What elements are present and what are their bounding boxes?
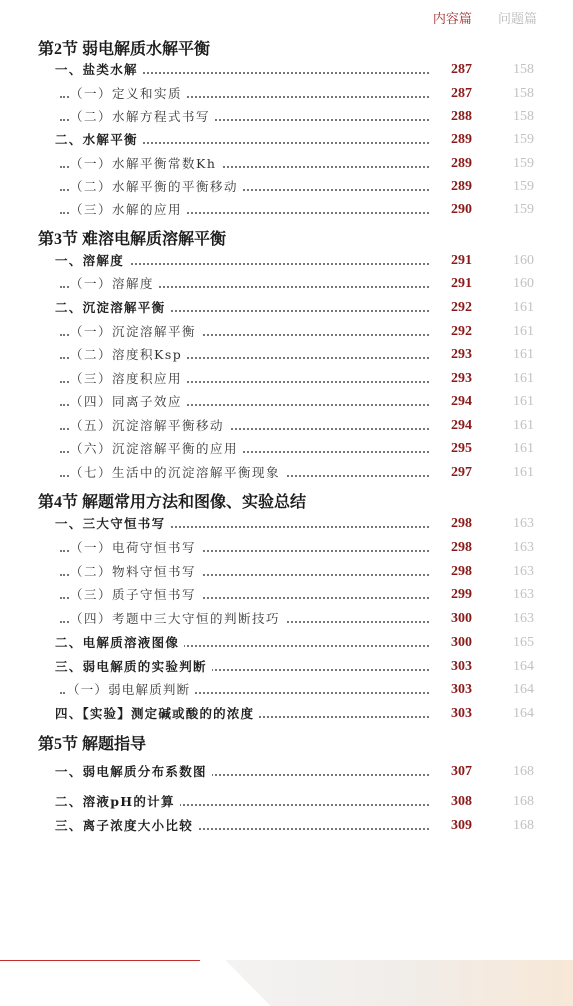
content-page-number: 303 bbox=[451, 659, 472, 674]
toc-entry[interactable] bbox=[0, 584, 573, 606]
toc-entry[interactable] bbox=[0, 250, 573, 272]
toc-entry[interactable] bbox=[0, 703, 573, 725]
toc-entry[interactable] bbox=[0, 656, 573, 678]
entry-title: （四）同离子效应 bbox=[70, 391, 187, 413]
entry-title: （七）生活中的沉淀溶解平衡现象 bbox=[70, 462, 285, 484]
section-title: 第2节 弱电解质水解平衡 bbox=[38, 41, 211, 58]
entry-title: （三）水解的应用 bbox=[70, 199, 187, 221]
entry-title: 一、盐类水解 bbox=[55, 59, 143, 81]
entry-title: （二）溶度积Ksp bbox=[70, 344, 187, 366]
question-page-number: 161 bbox=[513, 465, 534, 480]
toc-entry[interactable] bbox=[0, 273, 573, 295]
question-page-number: 163 bbox=[513, 540, 534, 555]
entry-title: 一、三大守恒书写 bbox=[55, 513, 170, 535]
question-page-number: 161 bbox=[513, 324, 534, 339]
question-page-number: 159 bbox=[513, 202, 534, 217]
entry-title: 二、沉淀溶解平衡 bbox=[55, 297, 170, 319]
content-page-number: 298 bbox=[451, 564, 472, 579]
footer-band bbox=[195, 960, 573, 1006]
question-page-number: 163 bbox=[513, 611, 534, 626]
toc-entry[interactable] bbox=[0, 438, 573, 460]
question-page-number: 163 bbox=[513, 516, 534, 531]
toc-entry[interactable] bbox=[0, 199, 573, 221]
entry-title: 二、水解平衡 bbox=[55, 129, 143, 151]
question-page-number: 161 bbox=[513, 371, 534, 386]
entry-title: （一）定义和实质 bbox=[70, 83, 187, 105]
entry-title: （一）水解平衡常数Kh bbox=[70, 153, 221, 175]
entry-title: （六）沉淀溶解平衡的应用 bbox=[70, 438, 243, 460]
question-page-number: 159 bbox=[513, 156, 534, 171]
question-page-number: 158 bbox=[513, 62, 534, 77]
entry-title: （一）电荷守恒书写 bbox=[70, 537, 201, 559]
content-page-number: 293 bbox=[451, 371, 472, 386]
question-page-number: 163 bbox=[513, 564, 534, 579]
entry-title: （四）考题中三大守恒的判断技巧 bbox=[70, 608, 285, 630]
entry-title: （五）沉淀溶解平衡移动 bbox=[70, 415, 229, 437]
toc-entry[interactable] bbox=[0, 415, 573, 437]
entry-title: （三）溶度积应用 bbox=[70, 368, 187, 390]
content-page-number: 287 bbox=[451, 62, 472, 77]
toc-entry[interactable] bbox=[0, 321, 573, 343]
entry-title: 一、弱电解质分布系数图 bbox=[55, 761, 212, 783]
toc-entry[interactable] bbox=[0, 632, 573, 654]
question-tab: 问题篇 bbox=[497, 12, 537, 27]
content-page-number: 291 bbox=[451, 253, 472, 268]
content-page-number: 299 bbox=[451, 587, 472, 602]
toc-entry[interactable] bbox=[0, 462, 573, 484]
content-page-number: 294 bbox=[451, 418, 472, 433]
question-page-number: 161 bbox=[513, 347, 534, 362]
content-page-number: 289 bbox=[451, 179, 472, 194]
question-page-number: 160 bbox=[513, 253, 534, 268]
entry-title: （一）沉淀溶解平衡 bbox=[70, 321, 201, 343]
entry-title: （一）溶解度 bbox=[70, 273, 159, 295]
question-page-number: 164 bbox=[513, 682, 534, 697]
entry-title: （一）弱电解质判断 bbox=[67, 679, 195, 701]
entry-title: 三、离子浓度大小比较 bbox=[55, 815, 198, 837]
footer-divider bbox=[0, 960, 200, 961]
toc-entry[interactable] bbox=[0, 129, 573, 151]
content-page-number: 309 bbox=[451, 818, 472, 833]
entry-title: （二）水解平衡的平衡移动 bbox=[70, 176, 243, 198]
entry-title: 一、溶解度 bbox=[55, 250, 129, 272]
section-title: 第3节 难溶电解质溶解平衡 bbox=[38, 231, 227, 248]
question-page-number: 168 bbox=[513, 794, 534, 809]
content-page-number: 293 bbox=[451, 347, 472, 362]
content-page-number: 298 bbox=[451, 540, 472, 555]
toc-entry[interactable] bbox=[0, 368, 573, 390]
content-page-number: 308 bbox=[451, 794, 472, 809]
entry-title: （三）质子守恒书写 bbox=[70, 584, 201, 606]
toc-entry[interactable] bbox=[0, 791, 573, 813]
page-header bbox=[433, 8, 537, 27]
question-page-number: 161 bbox=[513, 394, 534, 409]
question-page-number: 159 bbox=[513, 179, 534, 194]
content-tab: 内容篇 bbox=[432, 12, 472, 27]
question-page-number: 158 bbox=[513, 109, 534, 124]
toc-entry[interactable] bbox=[0, 106, 573, 128]
section-title: 第4节 解题常用方法和图像、实验总结 bbox=[38, 494, 307, 511]
content-page-number: 292 bbox=[451, 300, 472, 315]
content-page-number: 303 bbox=[451, 682, 472, 697]
toc-entry[interactable] bbox=[0, 176, 573, 198]
content-page-number: 289 bbox=[451, 132, 472, 147]
toc-entry[interactable] bbox=[0, 561, 573, 583]
question-page-number: 161 bbox=[513, 418, 534, 433]
content-page-number: 294 bbox=[451, 394, 472, 409]
question-page-number: 164 bbox=[513, 659, 534, 674]
content-page-number: 297 bbox=[451, 465, 472, 480]
content-page-number: 303 bbox=[451, 706, 472, 721]
question-page-number: 164 bbox=[513, 706, 534, 721]
toc-entry[interactable] bbox=[0, 761, 573, 783]
section-title: 第5节 解题指导 bbox=[38, 736, 147, 753]
content-page-number: 291 bbox=[451, 276, 472, 291]
entry-title: 四、【实验】测定碱或酸的的浓度 bbox=[55, 703, 259, 725]
question-page-number: 168 bbox=[513, 764, 534, 779]
toc-entry[interactable] bbox=[0, 59, 573, 81]
content-page-number: 300 bbox=[451, 635, 472, 650]
content-page-number: 288 bbox=[451, 109, 472, 124]
toc-entry[interactable] bbox=[0, 83, 573, 105]
content-page-number: 295 bbox=[451, 441, 472, 456]
question-page-number: 163 bbox=[513, 587, 534, 602]
question-page-number: 168 bbox=[513, 818, 534, 833]
toc-entry[interactable] bbox=[0, 153, 573, 175]
toc-entry[interactable] bbox=[0, 391, 573, 413]
toc-entry[interactable] bbox=[0, 537, 573, 559]
entry-title: 二、溶液pH的计算 bbox=[55, 791, 180, 813]
question-page-number: 165 bbox=[513, 635, 534, 650]
question-page-number: 160 bbox=[513, 276, 534, 291]
entry-title: 二、电解质溶液图像 bbox=[55, 632, 184, 654]
content-page-number: 289 bbox=[451, 156, 472, 171]
content-page-number: 300 bbox=[451, 611, 472, 626]
toc-entry[interactable] bbox=[0, 344, 573, 366]
entry-title: 三、弱电解质的实验判断 bbox=[55, 656, 212, 678]
question-page-number: 161 bbox=[513, 441, 534, 456]
toc-entry[interactable] bbox=[0, 815, 573, 837]
toc-entry[interactable] bbox=[0, 297, 573, 319]
toc-entry[interactable] bbox=[0, 679, 573, 701]
content-page-number: 298 bbox=[451, 516, 472, 531]
toc-entry[interactable] bbox=[0, 608, 573, 630]
content-page-number: 287 bbox=[451, 86, 472, 101]
content-page-number: 290 bbox=[451, 202, 472, 217]
question-page-number: 158 bbox=[513, 86, 534, 101]
content-page-number: 292 bbox=[451, 324, 472, 339]
content-page-number: 307 bbox=[451, 764, 472, 779]
toc-entry[interactable] bbox=[0, 513, 573, 535]
question-page-number: 161 bbox=[513, 300, 534, 315]
entry-title: （二）物料守恒书写 bbox=[70, 561, 201, 583]
question-page-number: 159 bbox=[513, 132, 534, 147]
entry-title: （二）水解方程式书写 bbox=[70, 106, 215, 128]
